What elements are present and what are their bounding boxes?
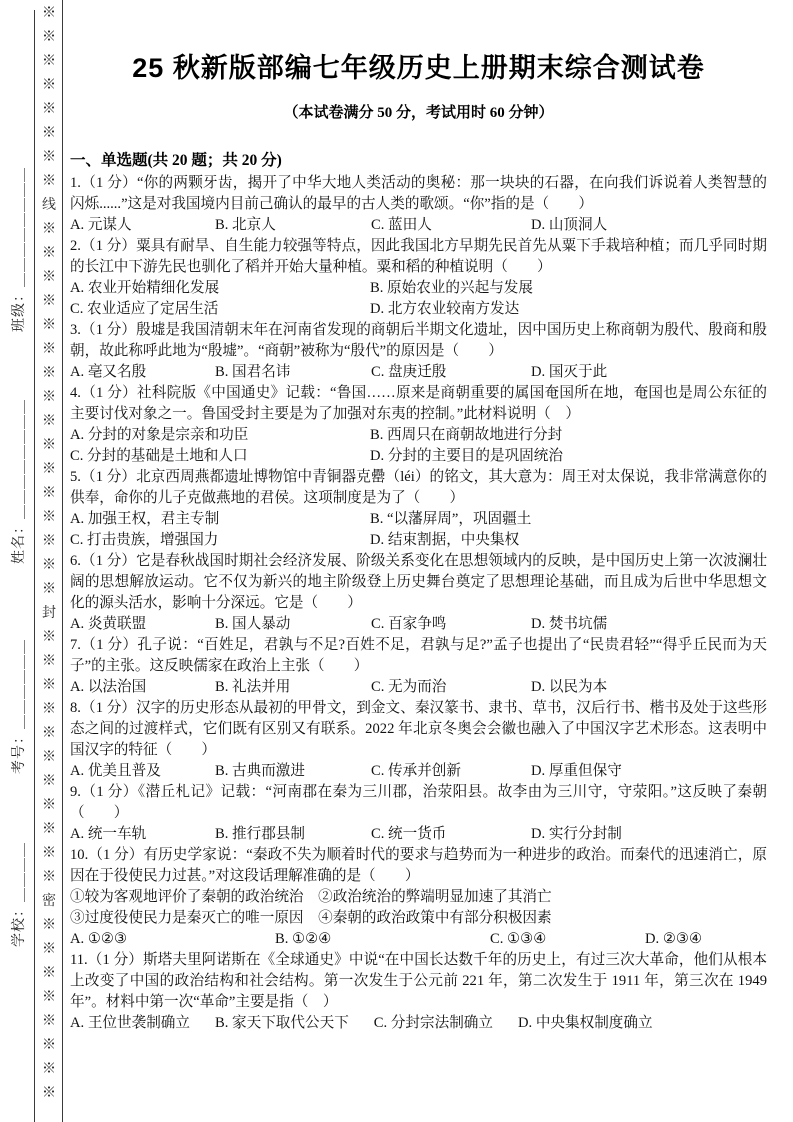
question-options bbox=[70, 677, 767, 698]
section-heading: 一、单选题(共 20 题；共 20 分) bbox=[70, 152, 282, 169]
answer-option: D. 北方农业较南方发达 bbox=[370, 301, 520, 317]
question-list bbox=[70, 173, 767, 1034]
question-stem: 9.（1 分）《潜丘札记》记载：“河南郡在秦为三川郡，治荥阳县。故李由为三川守，守荥阳。”这反映了秦朝（ ） bbox=[70, 784, 767, 821]
question-stem: 8.（1 分）汉字的历史形态从最初的甲骨文，到金文、秦汉篆书、隶书、草书，汉后行书、楷书及处于这些形态之间的过渡样式，它们既有区别又有联系。2022 年北京冬奥会会徽也融入了中国汉字艺术形态。这表明中国汉字的特征（ ） bbox=[70, 700, 767, 758]
answer-option: A. ①②③ bbox=[70, 931, 128, 947]
answer-option: C. 无为而治 bbox=[371, 679, 447, 695]
statement-line: ①较为客观地评价了秦朝的政治统治 ②政治统治的弊端明显加速了其消亡 bbox=[70, 889, 552, 905]
answer-option: D. 厚重但保守 bbox=[531, 763, 622, 779]
answer-option: A. 元谋人 bbox=[70, 217, 132, 233]
question-options bbox=[70, 929, 767, 950]
answer-option: C. 分封的基础是土地和人口 bbox=[70, 448, 248, 464]
question bbox=[70, 782, 767, 845]
answer-option: C. 盘庚迁殷 bbox=[371, 364, 447, 380]
answer-option: C. 统一货币 bbox=[371, 826, 447, 842]
question bbox=[70, 467, 767, 551]
exam-subtitle: （本试卷满分 50 分，考试用时 60 分钟） bbox=[283, 105, 554, 121]
answer-option: D. ②③④ bbox=[645, 931, 703, 947]
answer-option: B. 家天下取代公天下 bbox=[215, 1015, 349, 1031]
answer-option: B. 西周只在商朝故地进行分封 bbox=[370, 427, 563, 443]
answer-option: B. ①②④ bbox=[275, 931, 332, 947]
answer-option: B. 推行郡县制 bbox=[215, 826, 305, 842]
answer-option: C. 蓝田人 bbox=[371, 217, 432, 233]
question-options bbox=[70, 614, 767, 635]
answer-option: C. 农业适应了定居生活 bbox=[70, 301, 219, 317]
question-extra bbox=[70, 887, 767, 929]
answer-option: A. 炎黄联盟 bbox=[70, 616, 147, 632]
answer-option: A. 农业开始精细化发展 bbox=[70, 280, 220, 296]
question-stem: 2.（1 分）粟具有耐旱、自生能力较强等特点，因此我国北方早期先民首先从粟下手栽培种植；而几乎同时期的长江中下游先民也驯化了稻并开始大量种植。粟和稻的种植说明（ ） bbox=[70, 238, 767, 275]
question bbox=[70, 320, 767, 383]
answer-option: D. 中央集权制度确立 bbox=[518, 1015, 653, 1031]
question bbox=[70, 845, 767, 950]
seal-line-marks: ※※※※※※※※线※※※※※※※※※※※※※※※※封※※※※※※※※※※※密※※※※※※※※ bbox=[42, 6, 56, 1101]
answer-option: A. 加强王权，君主专制 bbox=[70, 511, 220, 527]
question-stem: 1.（1 分）“你的两颗牙齿，揭开了中华大地人类活动的奥秘：那一块块的石器，在向我们诉说着人类智慧的闪烁......”这是对我国境内目前己确认的最早的古人类的歌颂。“你”指的是（ ） bbox=[70, 175, 767, 212]
answer-option: D. 以民为本 bbox=[531, 679, 608, 695]
question-stem: 11.（1 分）斯塔夫里阿诺斯在《全球通史》中说“在中国长达数千年的历史上，有过三次大革命，他们从根本上改变了中国的政治结构和社会结构。第一次发生于公元前 221 年，第二次发生于 1911 年，第三次在 1949 年”。材料中第一次“革命”主要是指（ ） bbox=[70, 952, 767, 1010]
answer-option: C. 打击贵族，增强国力 bbox=[70, 532, 219, 548]
answer-option: A. 分封的对象是宗亲和功臣 bbox=[70, 427, 249, 443]
seal-line-right-rule bbox=[62, 0, 63, 1122]
answer-option: C. 分封宗法制确立 bbox=[373, 1015, 493, 1031]
answer-option: C. 传承并创新 bbox=[371, 763, 461, 779]
page-title: 25 秋新版部编七年级历史上册期末综合测试卷 bbox=[132, 53, 705, 83]
class-field: 班级：＿＿＿＿＿＿＿＿ bbox=[12, 167, 27, 332]
question-stem: 4.（1 分）社科院版《中国通史》记载：“鲁国……原来是商朝重要的属国奄国所在地，奄国也是周公东征的主要讨伐对象之一。鲁国受封主要是为了加强对东夷的控制。”此材料说明（ ） bbox=[70, 385, 767, 422]
exam-number-field: 考号：＿＿＿＿＿＿ bbox=[12, 639, 27, 774]
question-stem: 3.（1 分）殷墟是我国清朝末年在河南省发现的商朝后半期文化遗址，因中国历史上称商朝为殷代、殷商和殷朝，故此称呼此地为“殷墟”。“商朝”被称为“殷代”的原因是（ ） bbox=[70, 322, 767, 359]
question-options bbox=[70, 278, 767, 320]
question-options bbox=[70, 761, 767, 782]
statement-line: ③过度役使民力是秦灭亡的唯一原因 ④秦朝的政治政策中有部分积极因素 bbox=[70, 910, 552, 926]
answer-option: B. 礼法并用 bbox=[215, 679, 291, 695]
answer-option: D. 焚书坑儒 bbox=[531, 616, 608, 632]
question-stem: 7.（1 分）孔子说：“百姓足，君孰与不足?百姓不足，君孰与足?”孟子也提出了“民贵君轻”“得乎丘民而为天子”的主张。这反映儒家在政治上主张（ ） bbox=[70, 637, 767, 674]
answer-option: A. 亳又名殷 bbox=[70, 364, 147, 380]
question bbox=[70, 383, 767, 467]
exam-content bbox=[70, 0, 767, 1034]
answer-option: D. 结束割据，中央集权 bbox=[370, 532, 520, 548]
question bbox=[70, 635, 767, 698]
answer-option: D. 山顶洞人 bbox=[531, 217, 608, 233]
name-field: 姓名：＿＿＿＿＿＿＿＿ bbox=[12, 399, 27, 564]
question bbox=[70, 698, 767, 782]
question bbox=[70, 950, 767, 1034]
school-field: 学校：＿＿＿＿ bbox=[12, 842, 27, 947]
question bbox=[70, 173, 767, 236]
question-stem: 10.（1 分）有历史学家说：“秦政不失为顺着时代的要求与趋势而为一种进步的政治。而秦代的迅速消亡，原因在于役使民力过甚。”对这段话理解准确的是（ ） bbox=[70, 847, 767, 884]
question-options bbox=[70, 509, 767, 551]
answer-option: B. 国君名讳 bbox=[215, 364, 291, 380]
question bbox=[70, 551, 767, 635]
answer-option: B. 国人暴动 bbox=[215, 616, 291, 632]
answer-option: A. 统一车轨 bbox=[70, 826, 147, 842]
question-options bbox=[70, 1013, 767, 1034]
question-options bbox=[70, 824, 767, 845]
question-options bbox=[70, 425, 767, 467]
question-options bbox=[70, 215, 767, 236]
answer-option: A. 以法治国 bbox=[70, 679, 147, 695]
answer-option: B. “以藩屏周”，巩固疆土 bbox=[370, 511, 532, 527]
answer-option: D. 分封的主要目的是巩固统治 bbox=[370, 448, 563, 464]
question-stem: 6.（1 分）它是春秋战国时期社会经济发展、阶级关系变化在思想领域内的反映，是中国历史上第一次波澜壮阔的思想解放运动。它不仅为新兴的地主阶级登上历史舞台奠定了思想理论基础，而且成为后世中华思想文化的源头活水，影响十分深远。它是（ ） bbox=[70, 553, 767, 611]
question bbox=[70, 236, 767, 320]
question-stem: 5.（1 分）北京西周燕都遗址博物馆中青铜器克罍（léi）的铭文，其大意为：周王对太保说，我非常满意你的供奉，命你的儿子克做燕地的君侯。这项制度是为了（ ） bbox=[70, 469, 767, 506]
answer-option: B. 原始农业的兴起与发展 bbox=[370, 280, 533, 296]
answer-option: D. 实行分封制 bbox=[531, 826, 622, 842]
seal-line-left-rule bbox=[34, 10, 35, 1122]
answer-option: B. 古典而激进 bbox=[215, 763, 305, 779]
answer-option: C. 百家争鸣 bbox=[371, 616, 447, 632]
answer-option: A. 王位世袭制确立 bbox=[70, 1015, 190, 1031]
answer-option: D. 国灭于此 bbox=[531, 364, 608, 380]
answer-option: A. 优美且普及 bbox=[70, 763, 161, 779]
answer-option: C. ①③④ bbox=[490, 931, 547, 947]
answer-option: B. 北京人 bbox=[215, 217, 276, 233]
question-options bbox=[70, 362, 767, 383]
